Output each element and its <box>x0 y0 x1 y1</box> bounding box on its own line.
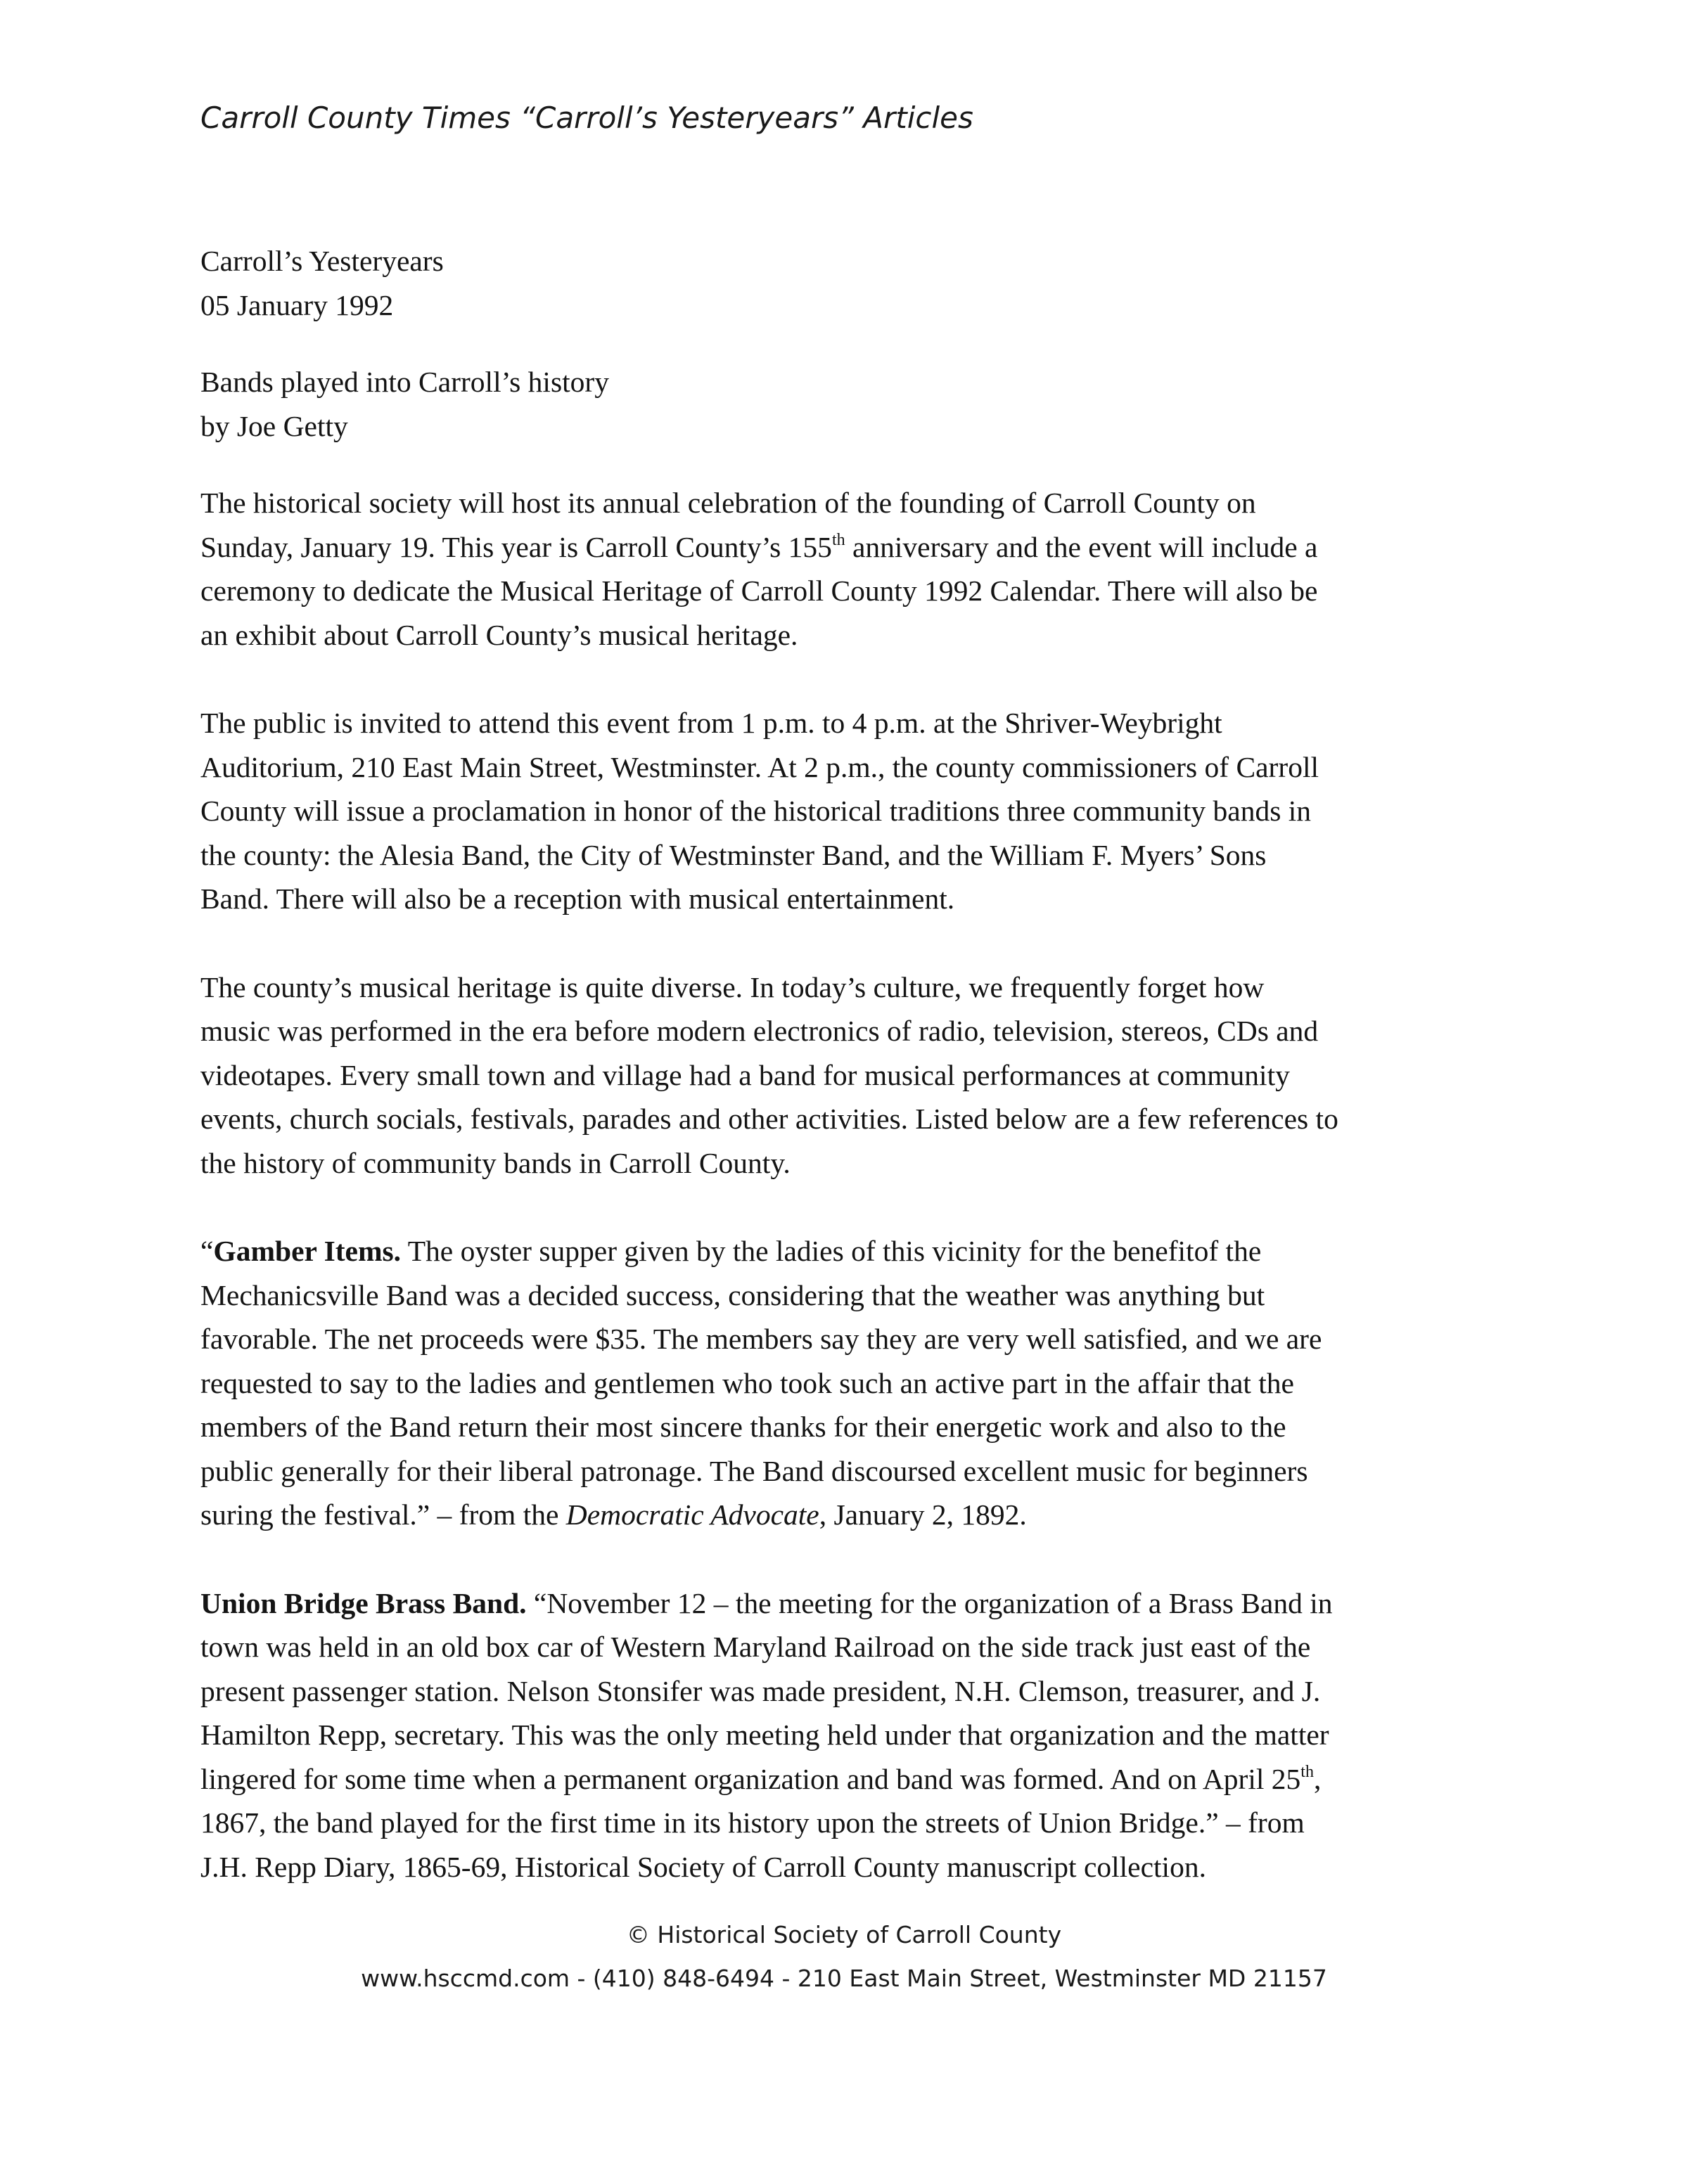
article-date: 05 January 1992 <box>200 288 394 321</box>
ordinal-suffix: th <box>1300 1762 1314 1781</box>
text-run: “November 12 – the meeting for the organization of a Brass Band in <box>526 1586 1333 1619</box>
text-line: ceremony to dedicate the Musical Heritage of Carroll County 1992 Calendar. There will also be <box>200 574 1318 607</box>
paragraph-gamber-items <box>200 1229 1523 1537</box>
text-run: suring the festival.” – from the <box>200 1498 566 1531</box>
paragraph-1 <box>200 481 1523 657</box>
running-header: Carroll County Times “Carroll’s Yesteryears” Articles <box>200 101 973 135</box>
title-block <box>200 360 1523 448</box>
text-run: anniversary and the event will include a <box>845 530 1318 563</box>
text-run: The oyster supper given by the ladies of this vicinity for the benefitof the <box>401 1235 1262 1267</box>
footer-copyright: © Historical Society of Carroll County <box>626 1921 1062 1948</box>
text-line: Auditorium, 210 East Main Street, Westminster. At 2 p.m., the county commissioners of Carroll <box>200 750 1319 783</box>
text-line <box>200 1763 1321 1795</box>
text-line: public generally for their liberal patronage. The Band discoursed excellent music for beginners <box>200 1454 1308 1487</box>
footer-contact: www.hsccmd.com - (410) 848-6494 - 210 East Main Street, Westminster MD 21157 <box>361 1965 1327 1992</box>
text-line: music was performed in the era before modern electronics of radio, television, stereos, CDs and <box>200 1015 1319 1047</box>
ordinal-suffix: th <box>831 530 845 549</box>
text-line: an exhibit about Carroll County’s musical heritage. <box>200 618 798 651</box>
text-line: videotapes. Every small town and village had a band for musical performances at community <box>200 1058 1290 1091</box>
paragraph-2 <box>200 701 1523 921</box>
text-line <box>200 1498 1027 1531</box>
article-byline: by Joe Getty <box>200 409 348 442</box>
paragraph-union-bridge <box>200 1581 1523 1889</box>
text-line: events, church socials, festivals, parades and other activities. Listed below are a few references to <box>200 1103 1338 1135</box>
text-run: lingered for some time when a permanent organization and band was formed. And on April 25 <box>200 1762 1301 1795</box>
text-line: the county: the Alesia Band, the City of Westminster Band, and the William F. Myers’ Sons <box>200 838 1267 871</box>
text-line <box>200 531 1317 563</box>
section-heading: Union Bridge Brass Band. <box>200 1586 527 1619</box>
text-run: Sunday, January 19. This year is Carroll County’s 155 <box>200 530 832 563</box>
text-line <box>200 1587 1332 1619</box>
text-run: , <box>1313 1762 1322 1795</box>
source-title: Democratic Advocate <box>565 1498 819 1531</box>
text-line: town was held in an old box car of Western Maryland Railroad on the side track just east of the <box>200 1631 1311 1663</box>
article-headline: Bands played into Carroll’s history <box>200 366 609 398</box>
text-line: Hamilton Repp, secretary. This was the only meeting held under that organization and the matter <box>200 1719 1329 1751</box>
text-line: present passenger station. Nelson Stonsifer was made president, N.H. Clemson, treasurer, and J. <box>200 1674 1321 1707</box>
text-line: favorable. The net proceeds were $35. The members say they are very well satisfied, and we are <box>200 1323 1322 1355</box>
text-line: Mechanicsville Band was a decided success, considering that the weather was anything but <box>200 1278 1265 1311</box>
article-body <box>200 239 1523 1889</box>
section-heading: Gamber Items. <box>213 1235 402 1267</box>
column-info <box>200 239 1523 327</box>
text-line: The public is invited to attend this event from 1 p.m. to 4 p.m. at the Shriver-Weybright <box>200 707 1222 739</box>
open-quote: “ <box>200 1235 214 1267</box>
text-line: Band. There will also be a reception with musical entertainment. <box>200 882 955 915</box>
paragraph-3 <box>200 965 1523 1186</box>
text-line: 1867, the band played for the first time in its history upon the streets of Union Bridge.” – from <box>200 1806 1305 1839</box>
text-line: The county’s musical heritage is quite diverse. In today’s culture, we frequently forget how <box>200 970 1265 1003</box>
text-line: the history of community bands in Carroll County. <box>200 1146 791 1179</box>
text-line: requested to say to the ladies and gentlemen who took such an active part in the affair that the <box>200 1366 1294 1399</box>
text-line: members of the Band return their most sincere thanks for their energetic work and also to the <box>200 1411 1286 1443</box>
column-name: Carroll’s Yesteryears <box>200 245 444 277</box>
text-line: J.H. Repp Diary, 1865-69, Historical Society of Carroll County manuscript collection. <box>200 1850 1206 1883</box>
text-line: County will issue a proclamation in honor of the historical traditions three community bands in <box>200 795 1312 827</box>
text-line <box>200 1235 1261 1267</box>
text-line: The historical society will host its annual celebration of the founding of Carroll County on <box>200 487 1256 519</box>
text-run: , January 2, 1892. <box>819 1498 1027 1531</box>
